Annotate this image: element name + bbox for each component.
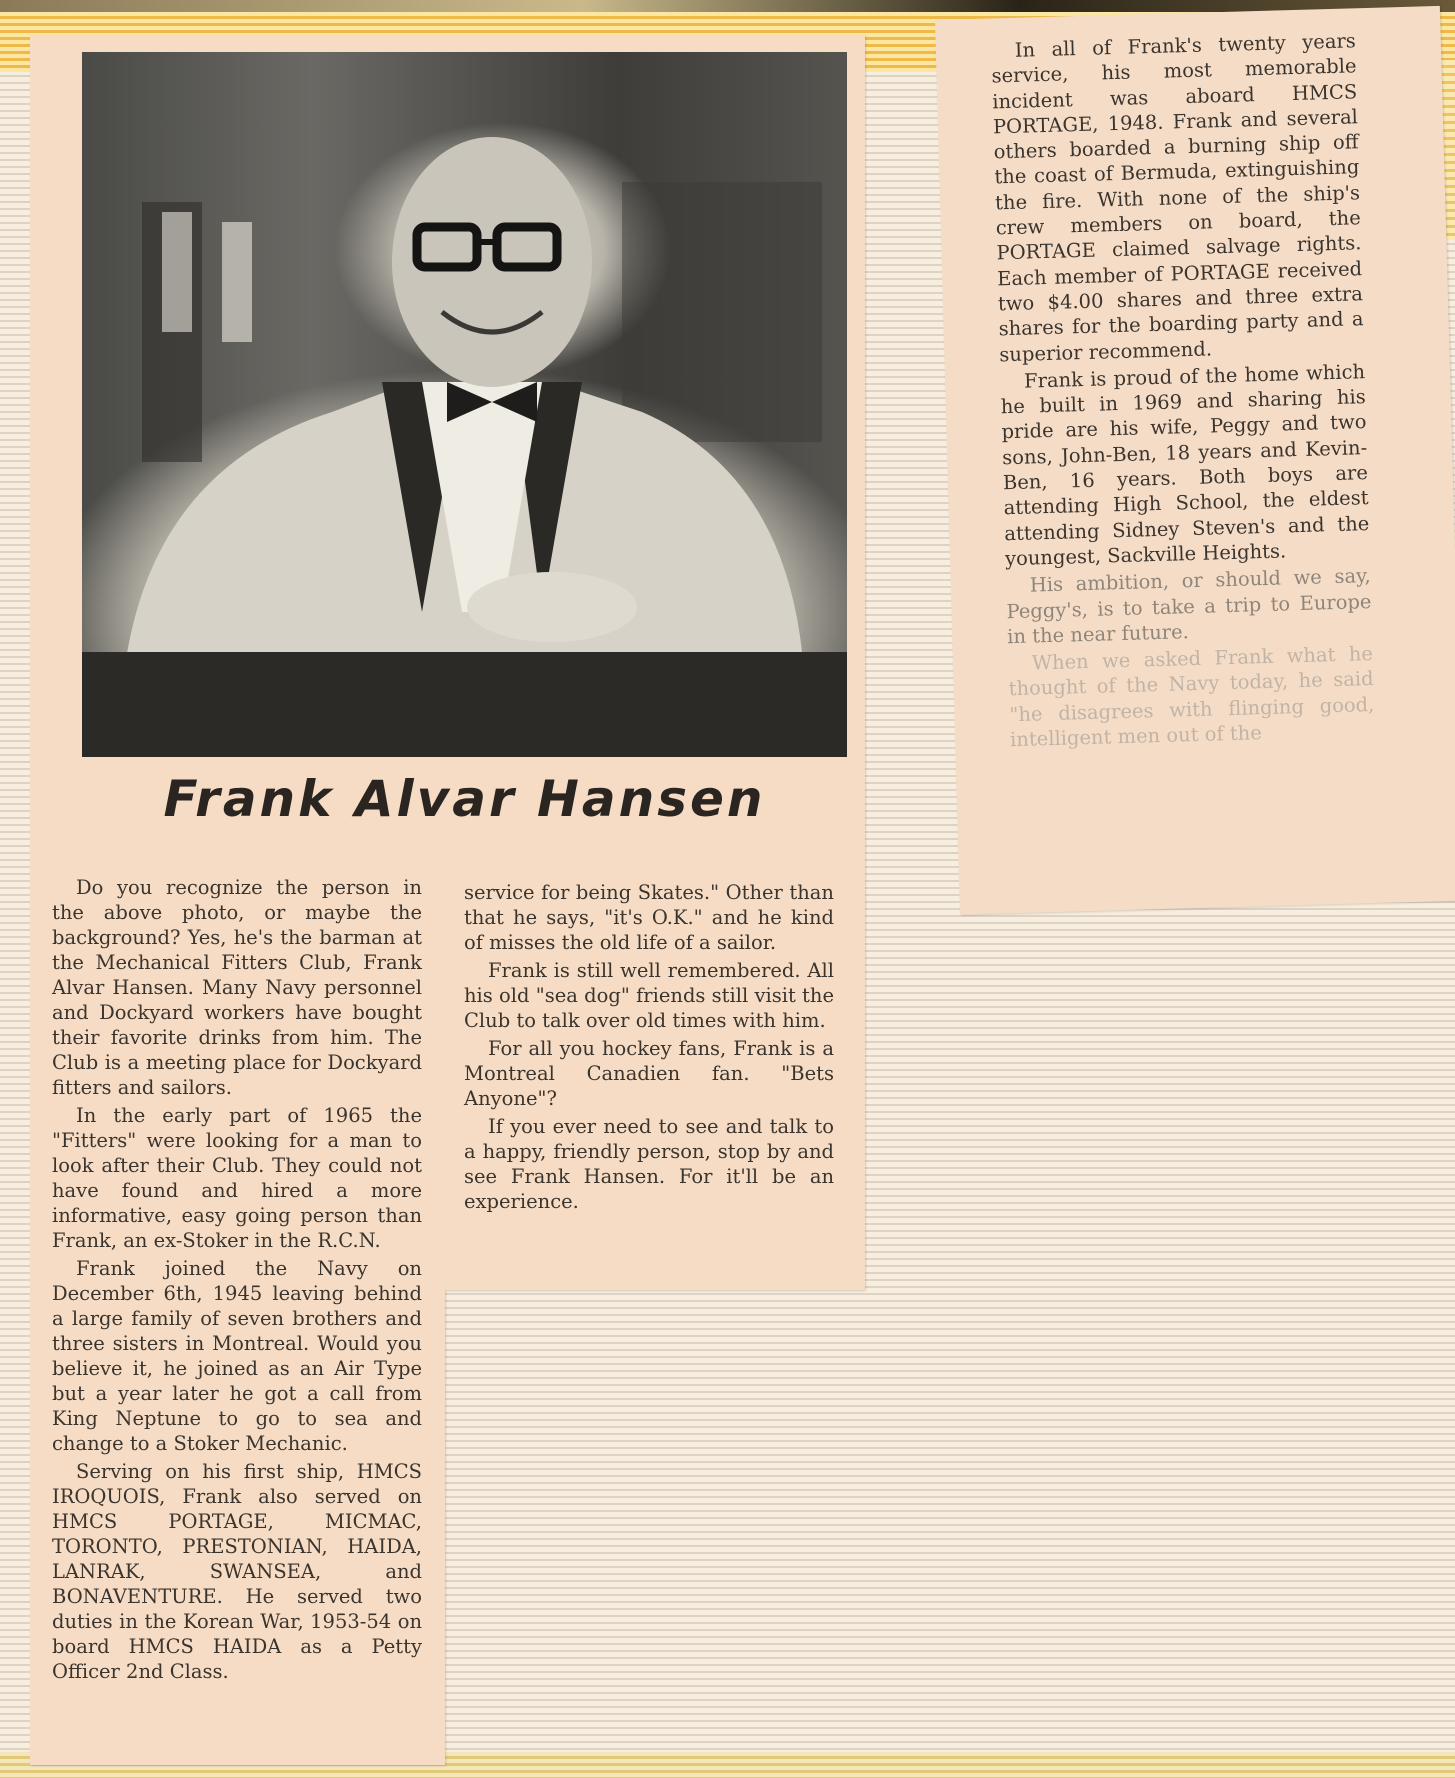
paragraph: If you ever need to see and talk to a happy, friendly person, stop by and see Frank Hansen. For it'll be an experience. (464, 1115, 834, 1213)
portrait-photo (82, 52, 847, 757)
newspaper-clipping-right (935, 6, 1455, 915)
article-column-left (52, 875, 422, 1687)
paragraph: service for being Skates." Other than that he says, "it's O.K." and he kind of misses the old life of a sailor. (464, 881, 834, 954)
paragraph: Frank joined the Navy on December 6th, 1945 leaving behind a large family of seven brothers and three sisters in Montreal. Would you believe it, he joined as an Air Type but a year later he got a call from King Neptune to go to sea and change to a Stoker Mechanic. (52, 1257, 422, 1455)
article-headline: Frank Alvar Hansen (163, 770, 766, 828)
article-column-middle (464, 880, 834, 1217)
paragraph: Serving on his first ship, HMCS IROQUOIS, Frank also served on HMCS PORTAGE, MICMAC, TORONTO, PRESTONIAN, HAIDA, LANRAK, SWANSEA, and BONAVENTURE. He served two duties in the Korean War, 1953-54 on board HMCS HAIDA as a Petty Officer 2nd Class. (52, 1460, 422, 1683)
paragraph: In all of Frank's twenty years service, his most memorable incident was aboard HMCS PORTAGE, 1948. Frank and several others boarded a burning ship off the coast of Bermuda, extinguishing the fire. With none of the ship's crew members on board, the PORTAGE claimed salvage rights. Each member of PORTAGE received two $4.00 shares and three extra shares for the boarding party and a superior recommend. (991, 29, 1364, 366)
paragraph: Frank is still well remembered. All his old "sea dog" friends still visit the Club to talk over old times with him. (464, 959, 834, 1032)
paragraph: Do you recognize the person in the above photo, or maybe the background? Yes, he's the barman at the Mechanical Fitters Club, Frank Alvar Hansen. Many Navy personnel and Dockyard workers have bought their favorite drinks from him. The Club is a meeting place for Dockyard fitters and sailors. (52, 876, 422, 1099)
paragraph: For all you hockey fans, Frank is a Montreal Canadien fan. "Bets Anyone"? (464, 1037, 834, 1110)
page-top-edge (0, 0, 1455, 12)
portrait-photo-illustration (82, 52, 847, 757)
paragraph: His ambition, or should we say, Peggy's, is to take a trip to Europe in the near future. (1006, 564, 1372, 649)
paragraph: In the early part of 1965 the "Fitters" were looking for a man to look after their Club. They could not have found and hired a more informative, easy going person than Frank, an ex-Stoker in the R.C.N. (52, 1104, 422, 1252)
article-column-right (991, 28, 1376, 754)
paragraph: Frank is proud of the home which he built in 1969 and sharing his pride are his wife, Peggy and two sons, John-Ben, 18 years and Kevin-Ben, 16 years. Both boys are attending High School, the eldest attending Sidney Steven's and the youngest, Sackville Heights. (1000, 359, 1370, 571)
paragraph: When we asked Frank what he thought of the Navy today, he said "he disagrees with flinging good, intelligent men out of the (1008, 642, 1375, 752)
